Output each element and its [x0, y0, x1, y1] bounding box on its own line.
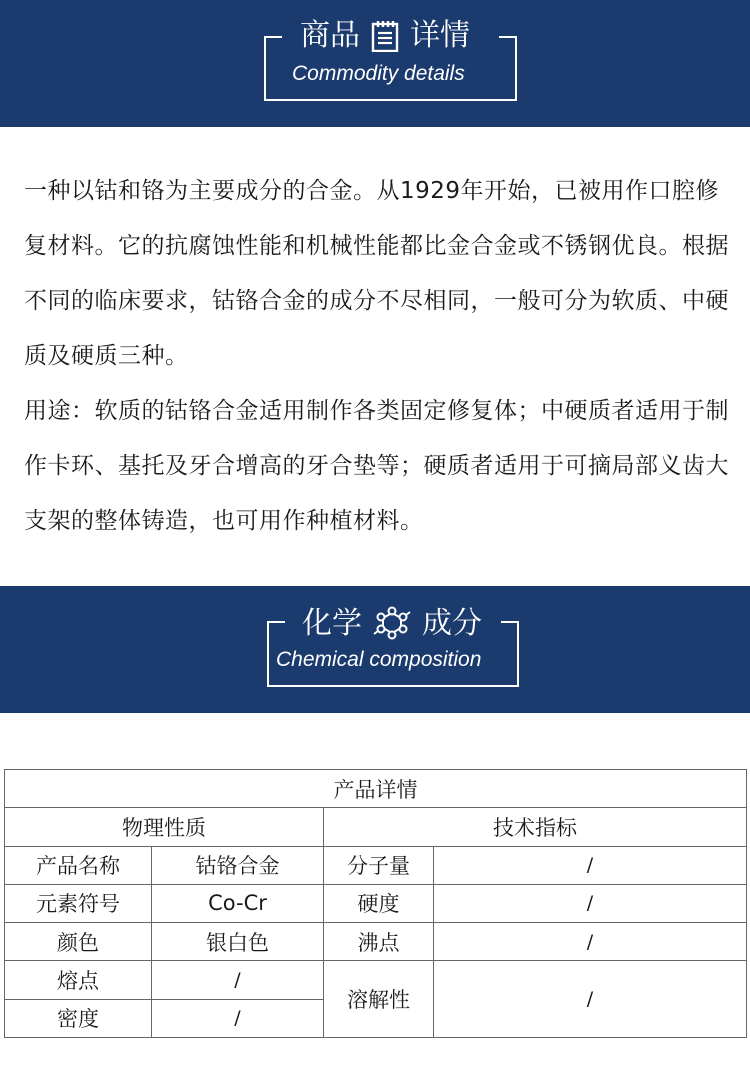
property-value: /: [152, 999, 324, 1037]
banner-title: [300, 20, 470, 52]
table-row: [5, 846, 747, 884]
property-label: 密度: [5, 999, 152, 1037]
property-value: Co-Cr: [152, 884, 324, 922]
usage-paragraph: 用途：软质的钴铬合金适用制作各类固定修复体；中硬质者适用于制作卡环、基托及牙合增高的牙合垫等；硬质者适用于可摘局部义齿大支架的整体铸造，也可用作种植材料。: [24, 398, 729, 534]
property-value: /: [152, 961, 324, 999]
tech-label: 硬度: [324, 884, 434, 922]
commodity-details-banner: [0, 0, 750, 127]
chemical-composition-banner: [0, 586, 750, 713]
tech-label: 溶解性: [324, 961, 434, 1038]
table-title: 产品详情: [5, 770, 747, 808]
property-value: 银白色: [152, 923, 324, 961]
tech-value: /: [434, 961, 747, 1038]
tech-label: 分子量: [324, 846, 434, 884]
tech-label: 沸点: [324, 923, 434, 961]
banner-subtitle: Chemical composition: [276, 648, 482, 671]
banner-title-right: 成分: [422, 606, 482, 641]
table-row: [5, 923, 747, 961]
property-value: 钴铬合金: [152, 846, 324, 884]
molecule-icon: [372, 606, 412, 642]
product-description: [24, 164, 729, 549]
tech-value: /: [434, 846, 747, 884]
group-header-technical: 技术指标: [324, 808, 747, 846]
description-paragraph: 一种以钴和铬为主要成分的合金。从1929年开始，已被用作口腔修复材料。它的抗腐蚀性能和机械性能都比金合金或不锈钢优良。根据不同的临床要求，钴铬合金的成分不尽相同，一般可分为软质、中硬质及硬质三种。: [24, 178, 729, 369]
property-label: 颜色: [5, 923, 152, 961]
tech-value: /: [434, 923, 747, 961]
property-label: 元素符号: [5, 884, 152, 922]
table-row: [5, 770, 747, 808]
banner-title-left: 化学: [302, 606, 362, 641]
product-spec-table: [4, 769, 747, 1038]
banner-subtitle: Commodity details: [292, 62, 465, 85]
banner-title-right: 详情: [410, 18, 470, 53]
table-row: [5, 961, 747, 999]
property-label: 熔点: [5, 961, 152, 999]
banner-title: [302, 606, 482, 642]
tech-value: /: [434, 884, 747, 922]
notepad-icon: [370, 20, 400, 52]
property-label: 产品名称: [5, 846, 152, 884]
banner-title-left: 商品: [300, 18, 360, 53]
table-row: [5, 808, 747, 846]
group-header-physical: 物理性质: [5, 808, 324, 846]
table-row: [5, 884, 747, 922]
